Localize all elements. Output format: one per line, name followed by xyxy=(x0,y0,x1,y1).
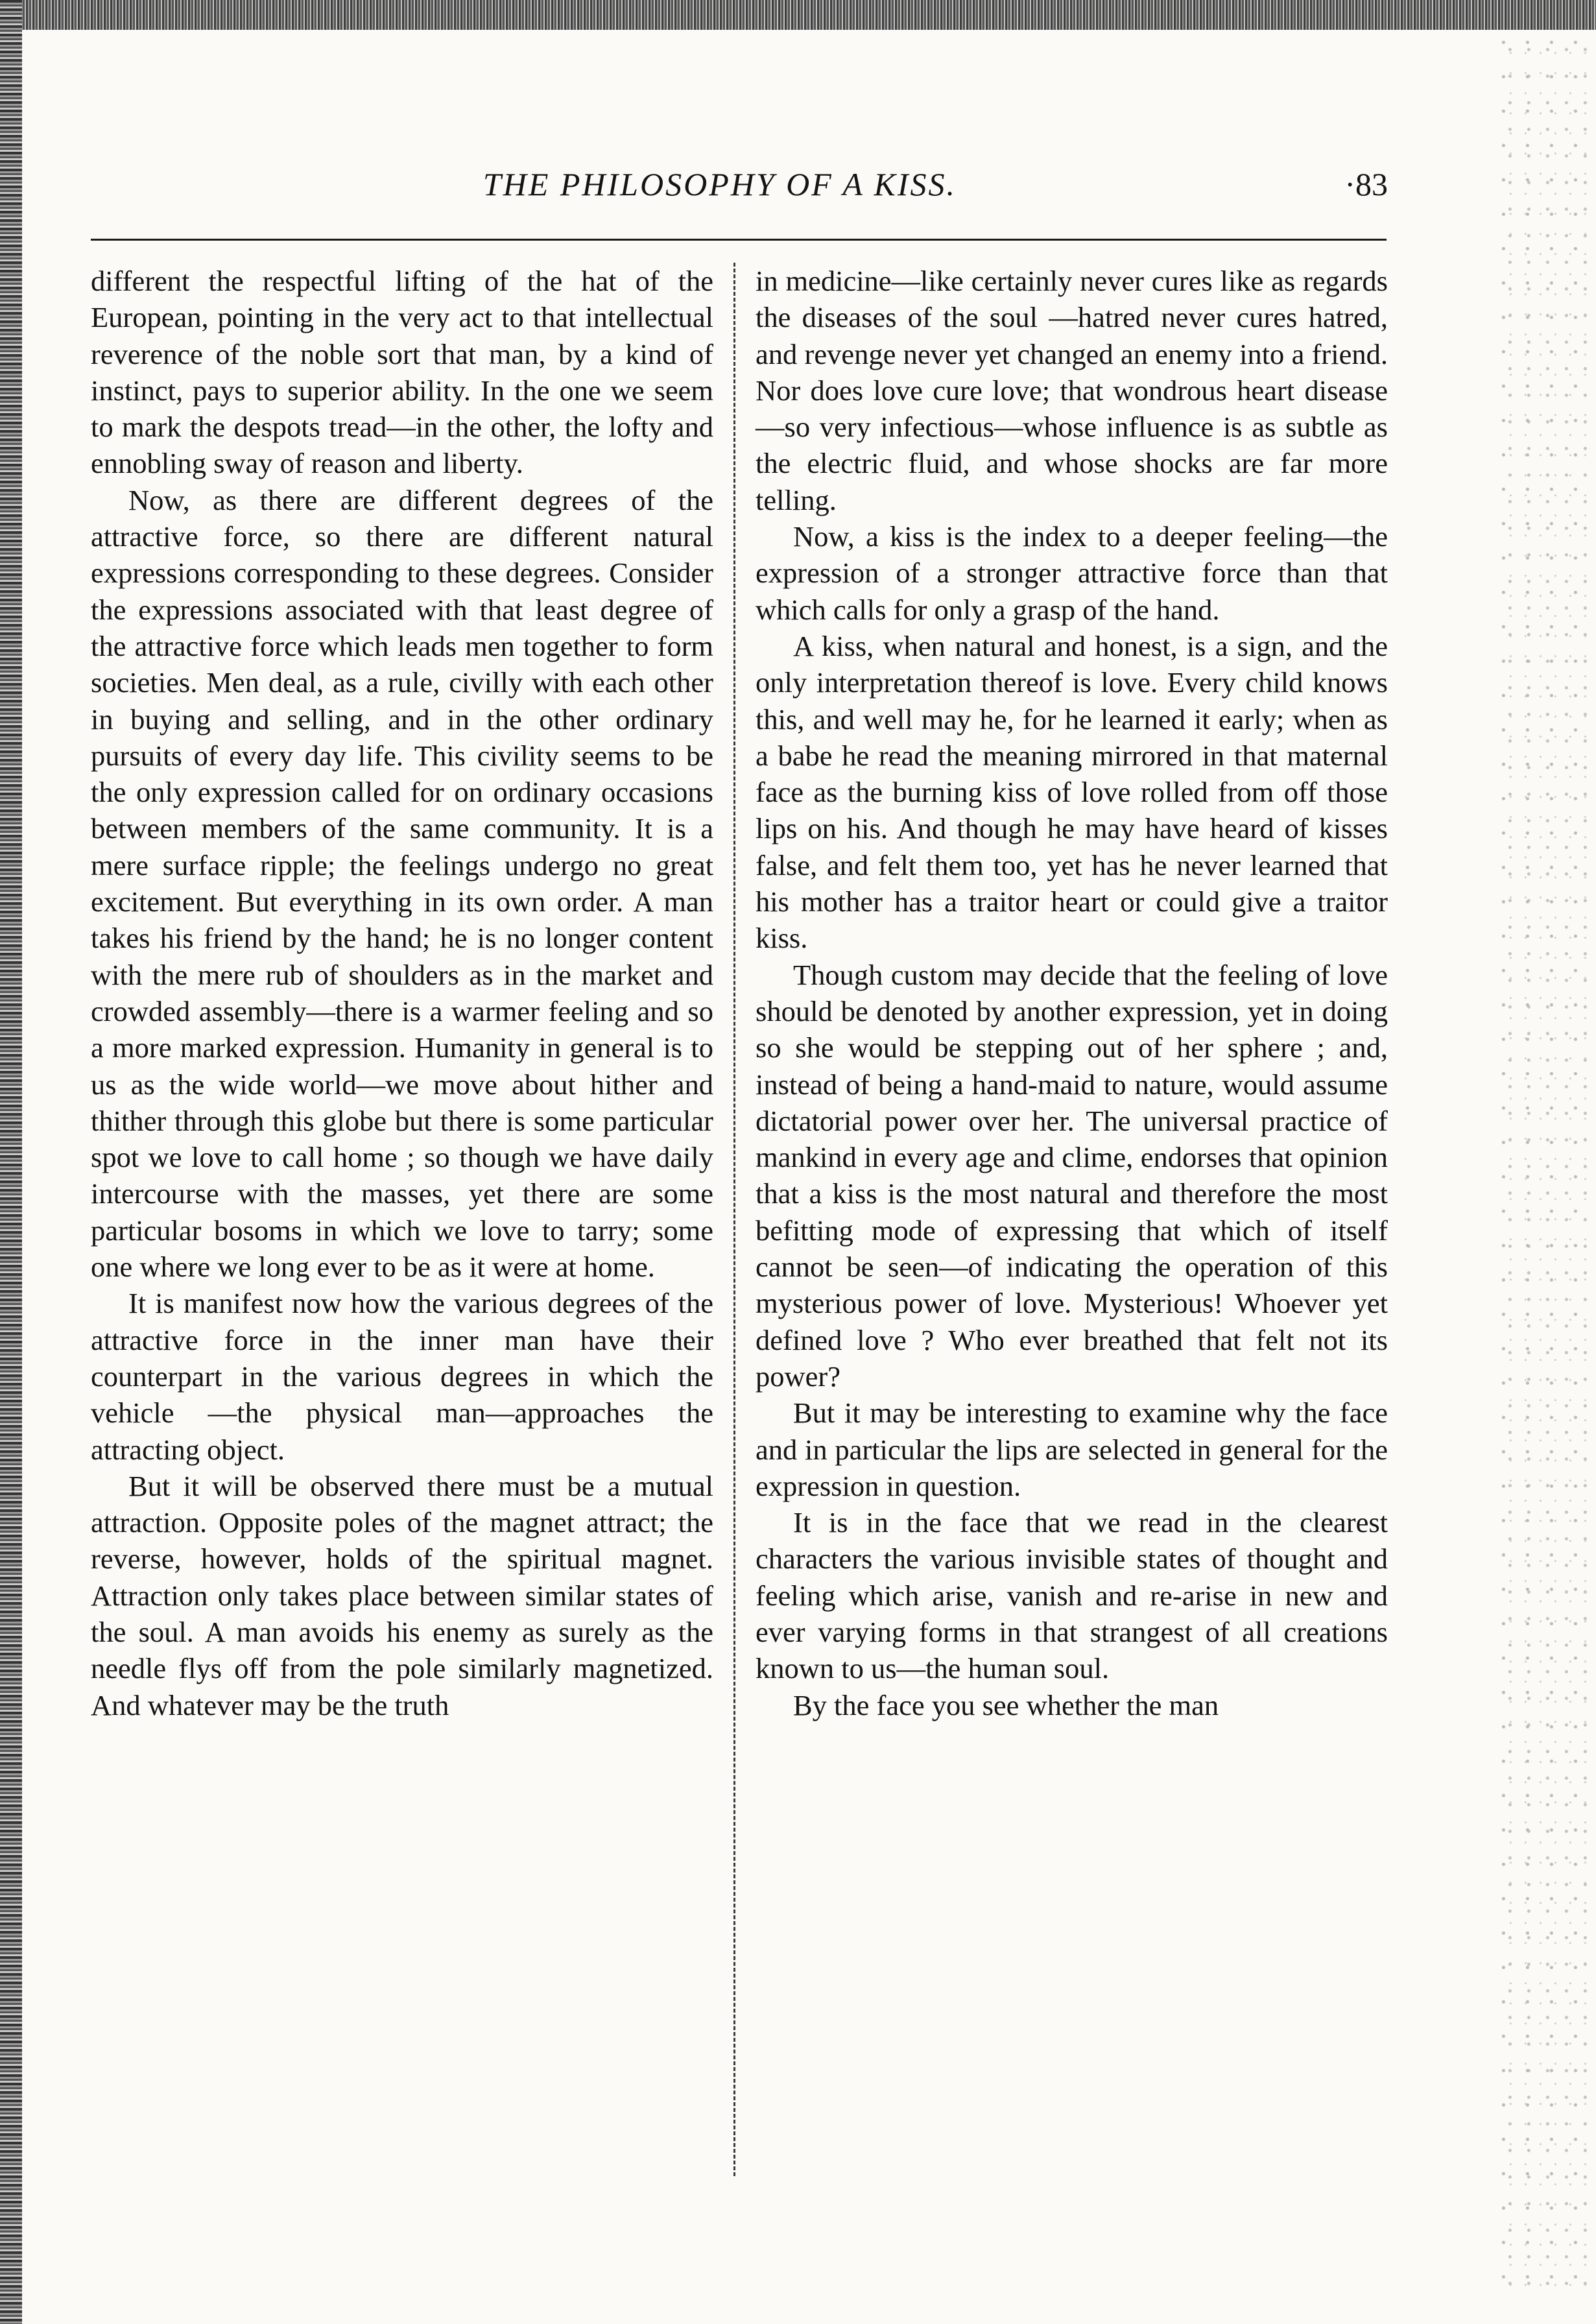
paragraph: But it may be interesting to examine why the face and in particular the lips are selected in general for the expression in question. xyxy=(756,1396,1388,1502)
scan-binding-edge xyxy=(0,0,22,2324)
paragraph: A kiss, when natural and honest, is a sign, and the only interpretation thereof is love. Every child knows this, and well may he, for he learned it early; when as a babe he read the meaning mirrored in that maternal face as the burning kiss of love rolled from off those lips on his. And though he may have heard of kisses false, and felt them too, yet has he never learned that his mother has a traitor heart or could give a traitor kiss. xyxy=(756,629,1388,955)
column-divider xyxy=(733,263,735,2176)
page-number: ·83 xyxy=(1344,166,1388,202)
running-title: THE PHILOSOPHY OF A KISS. xyxy=(482,166,957,202)
paragraph: Now, as there are different degrees of the attractive force, so there are different natural expressions corresponding to these degrees. Consider the expressions associated with that least degree of the attractive force which leads men together to form societies. Men deal, as a rule, civilly with each other in buying and selling, and in the other ordinary pursuits of every day life. This civility seems to be the only expression called for on ordinary occasions between members of the same community. It is a mere surface ripple; the feelings undergo no great excitement. But everything in its own order. A man takes his friend by the hand; he is no longer content with the mere rub of shoulders as in the market and crowded assembly—there is a warmer feeling and so a more marked expression. Humanity in general is to us as the wide world—we move about hither and thither through this globe but there is some particular spot we love to call home ; so though we have daily intercourse with the masses, yet there are some particular bosoms in which we love to tarry; some one where we long ever to be as it were at home. xyxy=(91,483,713,1284)
paragraph: It is manifest now how the various degrees of the attractive force in the inner man have their counterpart in the various degrees in which the vehicle —the physical man—approaches the attracting object. xyxy=(91,1287,713,1466)
header-rule xyxy=(91,239,1387,241)
paragraph: But it will be observed there must be a mutual attraction. Opposite poles of the magnet attract; the reverse, however, holds of the spiritual magnet. Attraction only takes place between similar states of the soul. A man avoids his enemy as surely as the needle flys off from the pole similarly magnetized. And whatever may be the truth xyxy=(91,1469,713,1721)
right-column xyxy=(756,263,1388,1723)
scan-top-border xyxy=(0,0,1596,30)
paragraph: Though custom may decide that the feeling of love should be denoted by another expression, yet in doing so she would be stepping out of her sphere ; and, instead of being a hand-maid to nature, would assume dictatorial power over her. The universal practice of mankind in every age and clime, endorses that opinion that a kiss is the most natural and therefore the most befitting mode of expressing that which of itself cannot be seen—of indicating the operation of this mysterious power of love. Mysterious! Whoever yet defined love ? Who ever breathed that felt not its power? xyxy=(756,958,1388,1393)
paragraph: Now, a kiss is the index to a deeper feeling—the expression of a stronger attractive force than that which calls for only a grasp of the hand. xyxy=(756,520,1388,626)
paragraph: different the respectful lifting of the hat of the European, pointing in the very act to that intellectual reverence of the noble sort that man, by a kind of instinct, pays to superior ability. In the one we seem to mark the despots tread—in the other, the lofty and ennobling sway of reason and liberty. xyxy=(91,265,713,480)
paragraph: By the face you see whether the man xyxy=(793,1688,1219,1721)
left-column xyxy=(91,263,713,1723)
scan-page-edge-speckle xyxy=(1499,39,1596,2296)
paragraph: in medicine—like certainly never cures like as regards the diseases of the soul —hatred never cures hatred, and revenge never yet changed an enemy into a friend. Nor does love cure love; that wondrous heart disease—so very infectious—whose influence is as subtle as the electric fluid, and whose shocks are far more telling. xyxy=(756,265,1388,516)
page-header xyxy=(91,165,1388,217)
paragraph: It is in the face that we read in the clearest characters the various invisible states of thought and feeling which arise, vanish and re-arise in new and ever varying forms in that strangest of all creations known to us—the human soul. xyxy=(756,1506,1388,1685)
